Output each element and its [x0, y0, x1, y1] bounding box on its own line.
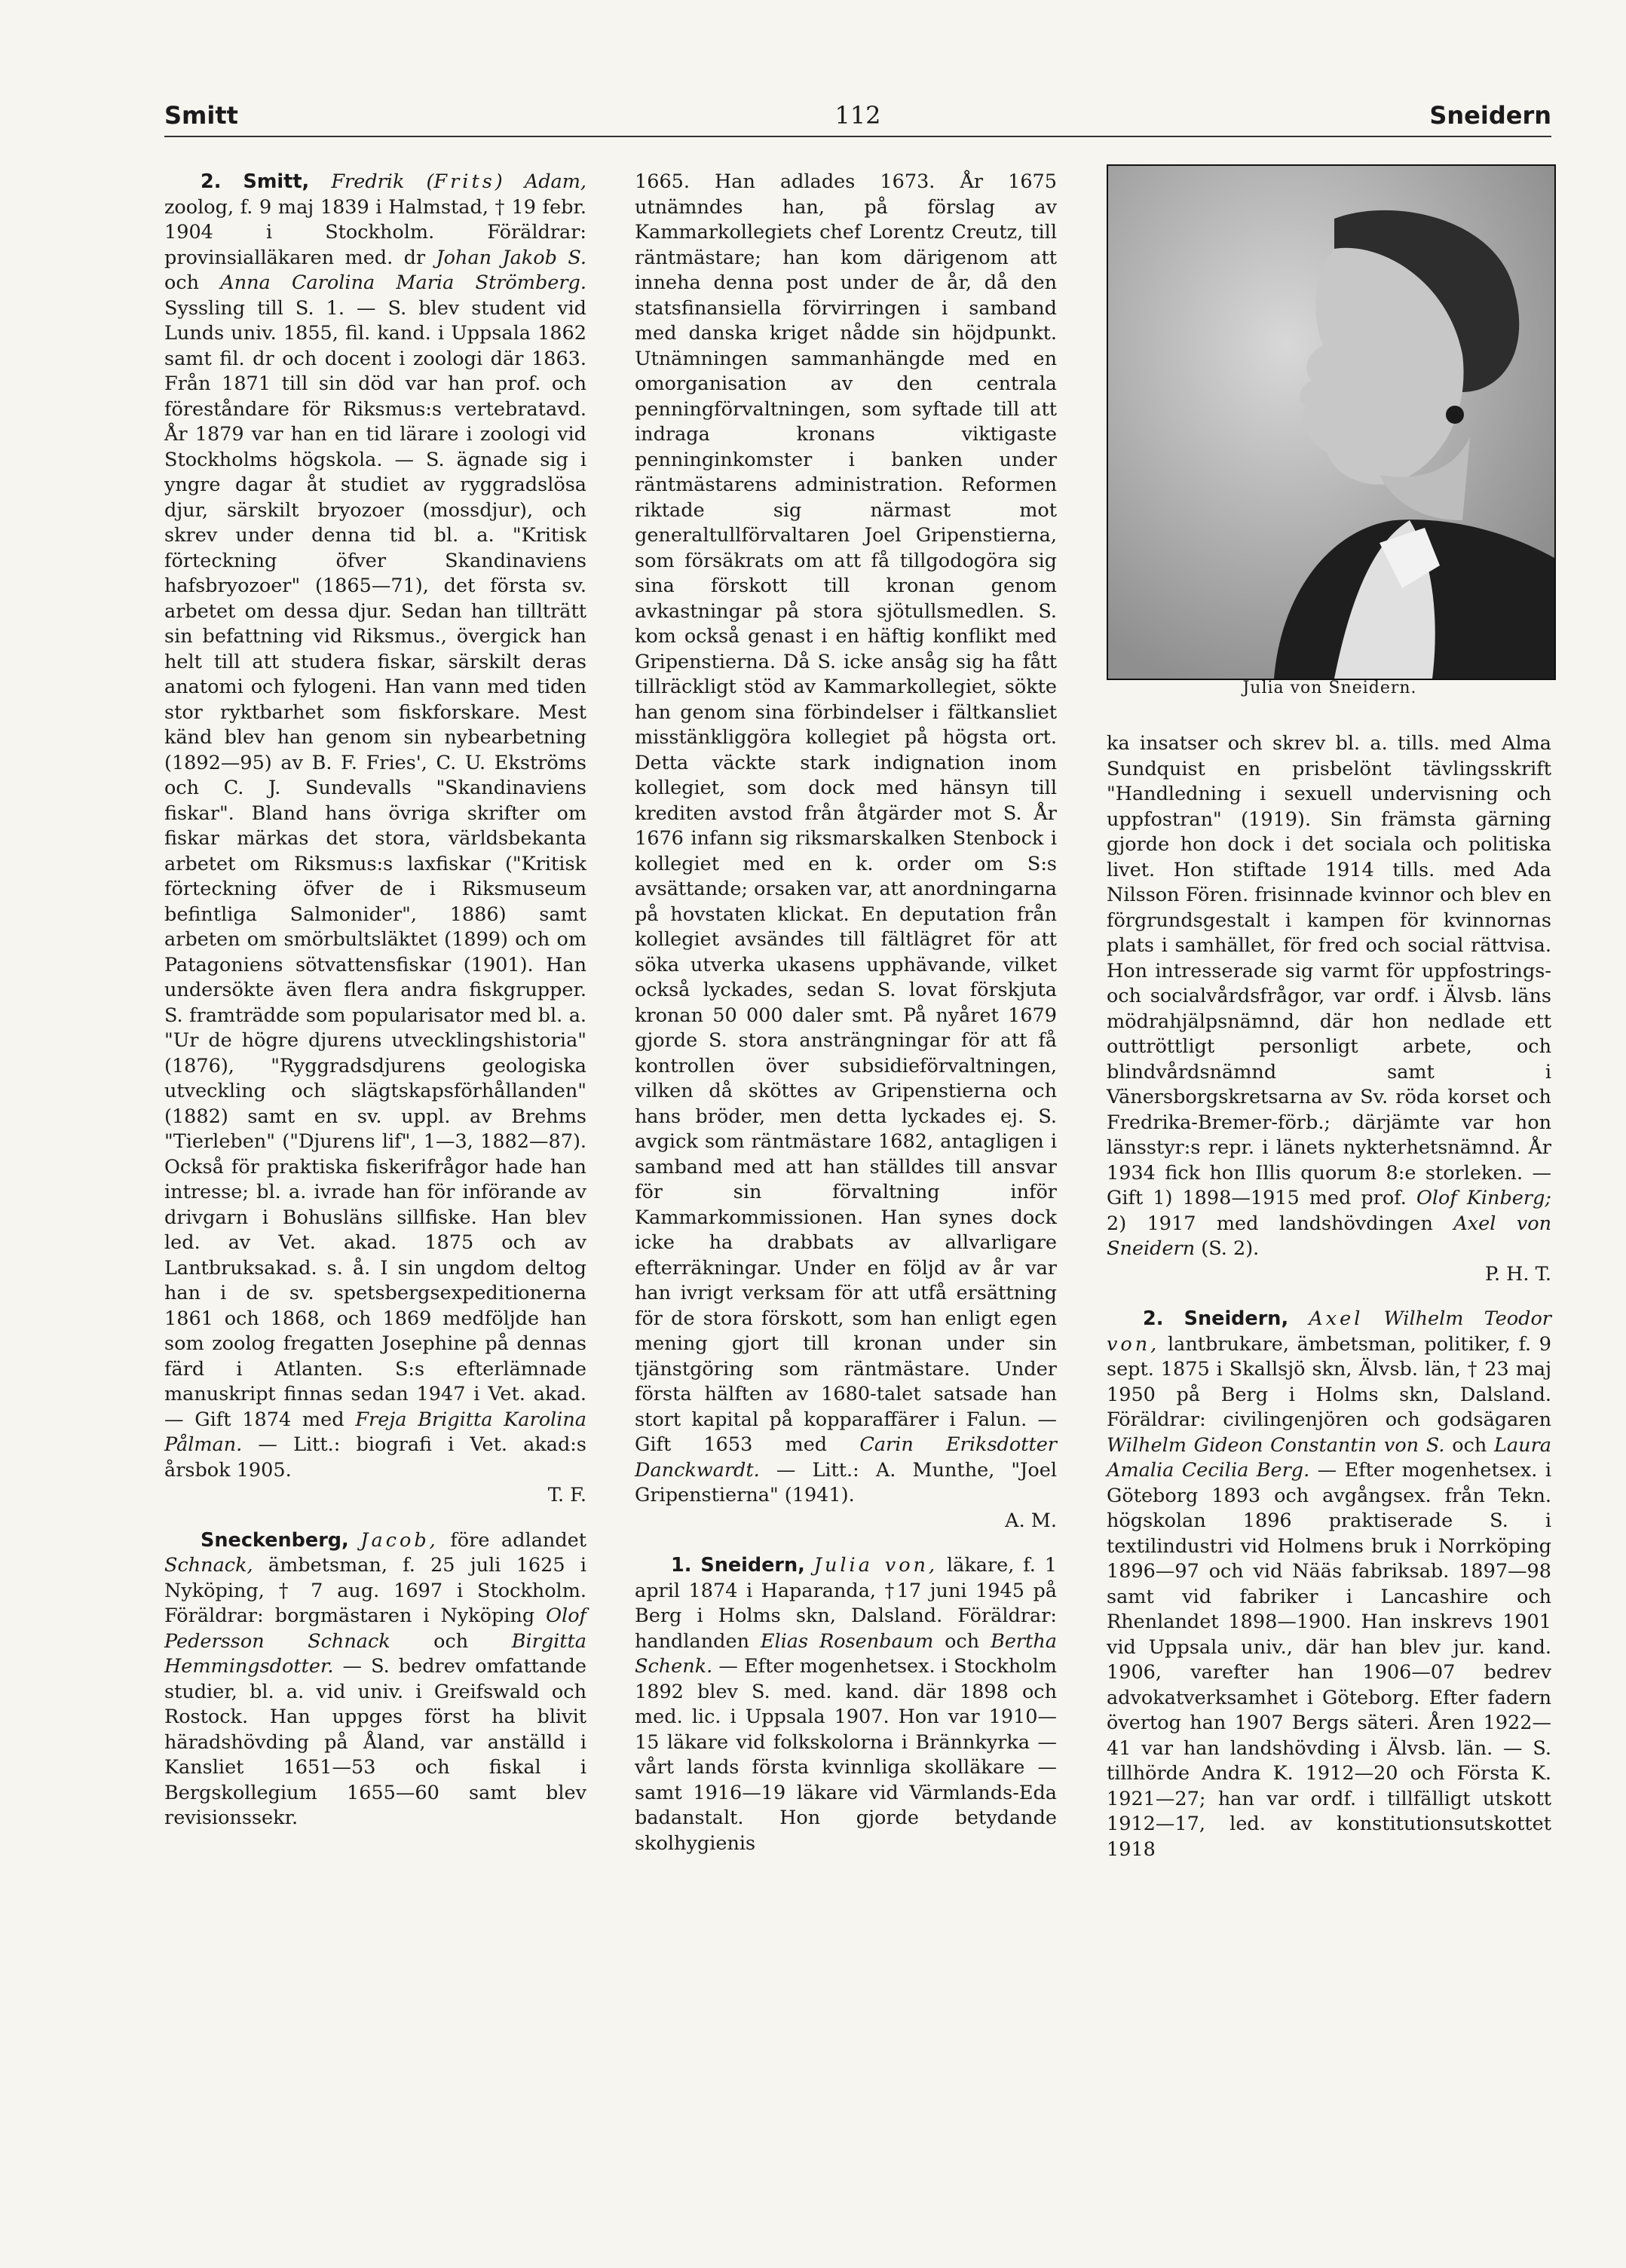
entry-text: — Litt.: A. Munthe, "Joel Gripenstierna" (1941).: [635, 1458, 1057, 1506]
person-name: Olof Pedersson Schnack: [164, 1604, 586, 1653]
entry-text: och: [390, 1629, 512, 1653]
person-name: Elias Rosenbaum: [760, 1629, 934, 1653]
running-head-right: Sneidern: [1429, 101, 1551, 130]
person-name: Olof Kinberg;: [1416, 1187, 1551, 1209]
entry-text: — Litt.: biografi i Vet. akad:s årsbok 1905.: [164, 1433, 586, 1482]
column-3-text: [1107, 731, 1551, 1862]
running-head-left: Smitt: [164, 101, 238, 130]
entry-text: Syssling till S. 1. — S. blev student vid Lunds univ. 1855, fil. kand. i Uppsala 1862 samt fil. dr och docent i zoologi där 1863. Från 1871 till sin död var han prof. och föreståndare för Riksmus:s vertebratavd. År 1879 var han en tid lärare i zoologi vid Stockholms högskola. — S. ägnade sig i yngre dagar åt studiet av ryggradslösa djur, särskilt bryozoer (mossdjur), och skrev under denna tid bl. a. "Kritisk förteckning öfver Skandinaviens hafsbryozoer" (1865—71), det första sv. arbetet om dessa djur. Sedan han tillträtt sin befattning vid Riksmus., övergick han helt till att studera fiskar, särskilt deras anatomi och fylogeni. Han vann med tiden stor ryktbarhet som fiskforskare. Mest känd blev han genom sin nybearbetning (1892—95) av B. F. Fries', C. U. Ekströms och C. J. Sundevalls "Skandinaviens fiskar". Bland hans övriga skrifter om fiskar märkas det stora, världsbekanta arbetet om Riksmus:s laxfiskar ("Kritisk förteckning öfver de i Riksmuseum befintliga Salmonider", 1886) samt arbeten om smörbultsläktet (1899) och om Patagoniens sötvattensfiskar (1901). Han undersökte även flera andra fiskgrupper. S. framträdde som popularisator med bl. a. "Ur de högre djurens utvecklingshistoria" (1876), "Ryggradsdjurens geologiska utveckling och slägtskapsförhållanden" (1882) samt en sv. uppl. av Brehms "Tierleben" ("Djurens lif", 1—3, 1882—87). Också för praktiska fiskerifrågor hade han intresse; bl. a. ivrade han för införande av drivgarn i Bohusläns sillfiske. Han blev led. av Vet. akad. 1875 och av Lantbruksakad. s. å. I sin ungdom deltog han i de sv. spetsbergsexpeditionerna 1861 och 1868, och 1869 medföljde han som zoolog fregatten Josephine på dennas färd i Atlanten. S:s efterlämnade manuskript finnas sedan 1947 i Vet. akad. — Gift 1874 med: [164, 296, 586, 1431]
entry-text: (S. 2).: [1195, 1237, 1260, 1260]
page-header: [164, 90, 1551, 137]
person-name: Wilhelm Gideon Constantin von S.: [1107, 1433, 1445, 1457]
entry-text: ämbetsman, f. 25 juli 1625 i Nyköping, † 7 aug. 1697 i Stockholm. Föräldrar: borgmästaren i Nyköping: [164, 1554, 586, 1627]
spaced-name: Axel: [1309, 1307, 1364, 1330]
given-name: Wilhelm Teodor: [1363, 1307, 1552, 1330]
entry-text: — S. bedrev omfattande studier, bl. a. vid univ. i Greifswald och Rostock. Han uppges först ha blivit häradshövding på Åland, var anställd i Kansliet 1651—53 och fiskal i Bergskollegium 1655—60 samt blev revisionssekr.: [164, 1655, 586, 1829]
entry-number: 1.: [671, 1554, 692, 1577]
entry-sneidern-1-cont: [1107, 731, 1551, 1262]
person-name: Freja Brigitta Karolina Pålman.: [164, 1408, 586, 1456]
person-name: Carin Eriksdotter Danckwardt.: [635, 1433, 1057, 1482]
entry-text: zoolog, f. 9 maj 1839 i Halmstad, † 19 febr. 1904 i Stockholm. Föräldrar: provinsialläkaren med. dr: [164, 195, 586, 269]
column-3: [1107, 170, 1551, 1862]
entry-text: 1665. Han adlades 1673. År 1675 utnämndes han, på förslag av Kammarkollegiets chef Lorentz Creutz, till räntmästare; han kom därigenom att inneha denna post under de år, då den statsfinansiella förvirringen i samband med danska kriget nådde sin höjdpunkt. Utnämningen sammanhängde med en omorganisation av den centrala penningförvaltningen, som syftade till att indraga kronans viktigaste penninginkomster i banken under räntmästarens administration. Reformen riktade sig närmast mot generaltullförvaltaren Joel Gripenstierna, som försäkrats om att få tillgodogöra sig sina förskott till kronan genom avkastningar på stora sjötullsmedlen. S. kom också genast i en häftig konflikt med Gripenstierna. Då S. icke ansåg sig ha fått tillräckligt stöd av Kammarkollegiet, sökte han genom sina förbindelser i fältkansliet misstänkliggöra kollegiet på högsta ort. Detta väckte stark indignation inom kollegiet, som dock med hänsyn till krediten avstod från åtgärder mot S. År 1676 infann sig riksmarskalken Stenbock i kollegiet med en k. order om S:s avsättande; orsaken var, att anordningarna på hovstaten klickat. En deputation från kollegiet avsändes till fältlägret för att söka utverka ukasens upphävande, vilket också lyckades, sedan S. lovat förskjuta kronan 50 000 daler smt. På nyåret 1679 gjorde S. stora ansträngningar för att få kontrollen över subsidieförvaltningen, vilken då sköttes av Gripenstierna och hans bröder, men detta lyckades ej. S. avgick som räntmästare 1682, antagligen i samband med att han ställdes till ansvar för sin förvaltning inför Kammarkommissionen. Han synes dock icke ha drabbats av allvarligare efterräkningar. Under en följd av år var han ivrigt verksam för att utfå ersättning för de stora förskott, som han enligt egen mening gjort till kronan under sin tjänstgöring som räntmästare. Under första hälften av 1680-talet satsade han stort kapital på kopparaffärer i Falun. — Gift 1653 med: [635, 170, 1057, 1456]
author-signature: A. M.: [1005, 1509, 1057, 1532]
spaced-name: von,: [1107, 1332, 1160, 1356]
entry-text: och: [933, 1629, 991, 1653]
person-name: Johan Jakob S.: [436, 246, 587, 269]
entry-smitt: [164, 170, 586, 1483]
headword: Sneidern,: [1184, 1307, 1289, 1330]
entry-sneckenberg-cont: [635, 170, 1057, 1509]
page-number: 112: [834, 101, 881, 130]
given-name-tail: ) Adam,: [495, 170, 587, 193]
entry-text: läkare, f. 1 april 1874 i Haparanda, †17 juni 1945 på Berg i Holms skn, Dalsland. Föräldrar: handlanden: [635, 1554, 1058, 1653]
author-signature: P. H. T.: [1484, 1262, 1551, 1286]
headword: Smitt,: [243, 170, 310, 193]
headword: Sneidern,: [700, 1554, 805, 1577]
entry-text: före adlandet: [438, 1528, 586, 1552]
entry-text: — Efter mogenhetsex. i Göteborg 1893 och avgångsex. från Tekn. högskolan 1896 praktiserade S. i textilindustri vid Holmens bruk i Norrköping 1896—97 och vid Nääs fabriksab. 1897—98 samt vid fabriker i Lancashire och Rhenlandet 1898—1900. Han inskrevs 1901 vid Uppsala univ., där han blev jur. kand. 1906, varefter han 1906—07 bedrev advokatverksamhet i Göteborg. Efter fadern övertog han 1907 Bergs säteri. Åren 1922—41 var han landshövding i Älvsb. län. — S. tillhörde Andra K. 1912—20 och Första K. 1921—27; han var ordf. i tillfälligt utskott 1912—17, led. av konstitutionsutskottet 1918: [1107, 1459, 1551, 1861]
spaced-name: Jacob,: [360, 1528, 439, 1552]
person-name: Birgitta Hemmingsdotter.: [164, 1629, 586, 1678]
given-name: Fredrik (: [331, 170, 434, 193]
entry-sneidern-2: [1107, 1307, 1551, 1862]
entry-text: 2) 1917 med landshövdingen: [1107, 1212, 1454, 1235]
person-name: Schnack,: [164, 1554, 253, 1577]
person-name: Axel von Sneidern: [1107, 1212, 1551, 1260]
person-name: Bertha Schenk.: [635, 1629, 1057, 1678]
person-name: Anna Carolina Maria Strömberg.: [220, 271, 586, 294]
headword: Sneckenberg,: [201, 1528, 349, 1552]
photo-caption: Julia von Sneidern.: [1242, 679, 1417, 697]
person-name: Laura Amalia Cecilia Berg.: [1107, 1433, 1551, 1482]
author-signature: T. F.: [547, 1484, 586, 1506]
entry-text: lantbrukare, ämbetsman, politiker, f. 9 sept. 1875 i Skallsjö skn, Älvsb. län, † 23 maj 1950 på Berg i Holms skn, Dalsland. Föräldrar: civilingenjören och godsägaren: [1107, 1332, 1551, 1431]
spaced-name: Frits: [433, 170, 495, 193]
spaced-name: Julia von,: [813, 1554, 939, 1577]
column-2: [635, 170, 1057, 1856]
entry-number: 2.: [1143, 1307, 1164, 1330]
entry-sneidern-1: [635, 1553, 1057, 1856]
entry-text: och: [164, 271, 221, 294]
entry-sneckenberg: [164, 1528, 586, 1831]
entry-text: ka insatser och skrev bl. a. tills. med Alma Sundquist en prisbelönt tävlingsskrift "Handledning i sexuell undervisning och uppfostran" (1919). Sin främsta gärning gjorde hon dock i det sociala och politiska livet. Hon stiftade 1914 tills. med Ada Nilsson Fören. frisinnade kvinnor och blev en förgrundsgestalt i kampen för kvinnornas plats i samhället, för fred och social rättvisa. Hon intresserade sig varmt för uppfostrings- och socialvårdsfrågor, var ordf. i Älvsb. läns mödrahjälpsnämnd, där hon nedlade ett outtröttligt personligt arbete, och blindvårdsnämnd samt i Vänersborgskretsarna av Sv. röda korset och Fredrika-Bremer-förb.; därjämte var hon länsstyr:s repr. i länets nykterhetsnämnd. År 1934 fick hon Illis quorum 8:e storleken. — Gift 1) 1898—1915 med prof.: [1107, 732, 1551, 1209]
entry-text: och: [1444, 1433, 1495, 1457]
entry-text: — Efter mogenhetsex. i Stockholm 1892 blev S. med. kand. där 1898 och med. lic. i Uppsala 1907. Hon var 1910—15 läkare vid folkskolorna i Brännkyrka — vårt lands första kvinnliga skolläkare — samt 1916—19 läkare vid Värmlands-Eda badanstalt. Hon gjorde betydande skolhygienis: [635, 1655, 1057, 1855]
column-1: [164, 170, 586, 1831]
entry-number: 2.: [201, 170, 222, 193]
